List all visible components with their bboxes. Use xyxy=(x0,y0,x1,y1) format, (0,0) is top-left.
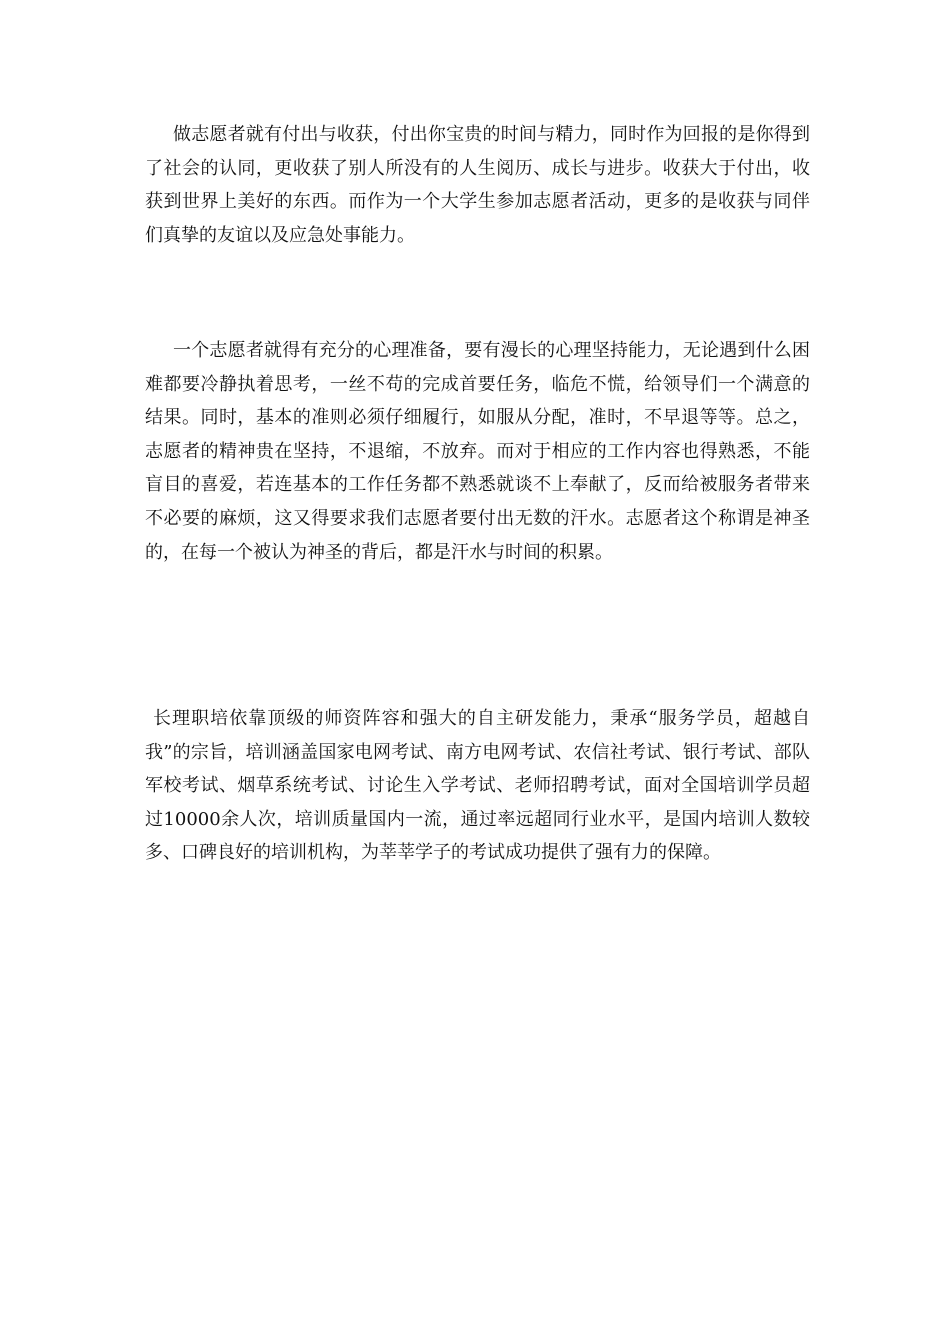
paragraph-volunteer-preparation: 一个志愿者就得有充分的心理准备，要有漫长的心理坚持能力，无论遇到什么困难都要冷静执着思考，一丝不苟的完成首要任务，临危不慌，给领导们一个满意的结果。同时，基本的准则必须仔细履行，如服从分配，准时，不早退等等。总之，志愿者的精神贵在坚持，不退缩，不放弃。而对于相应的工作内容也得熟悉，不能盲目的喜爱，若连基本的工作任务都不熟悉就谈不上奉献了，反而给被服务者带来不必要的麻烦，这又得要求我们志愿者要付出无数的汗水。志愿者这个称谓是神圣的，在每一个被认为神圣的背后，都是汗水与时间的积累。 xyxy=(145,340,810,563)
paragraph-volunteer-gains: 做志愿者就有付出与收获，付出你宝贵的时间与精力，同时作为回报的是你得到了社会的认同，更收获了别人所没有的人生阅历、成长与进步。收获大于付出，收获到世界上美好的东西。而作为一个大学生参加志愿者活动，更多的是收获与同伴们真挚的友谊以及应急处事能力。 xyxy=(145,124,810,246)
paragraph-training-promo: 长理职培依靠顶级的师资阵容和强大的自主研发能力，秉承“服务学员，超越自我”的宗旨，培训涵盖国家电网考试、南方电网考试、农信社考试、银行考试、部队军校考试、烟草系统考试、讨论生入学考试、老师招聘考试，面对全国培训学员超过10000余人次，培训质量国内一流，通过率远超同行业水平，是国内培训人数较多、口碑良好的培训机构，为莘莘学子的考试成功提供了强有力的保障。 xyxy=(145,708,810,864)
